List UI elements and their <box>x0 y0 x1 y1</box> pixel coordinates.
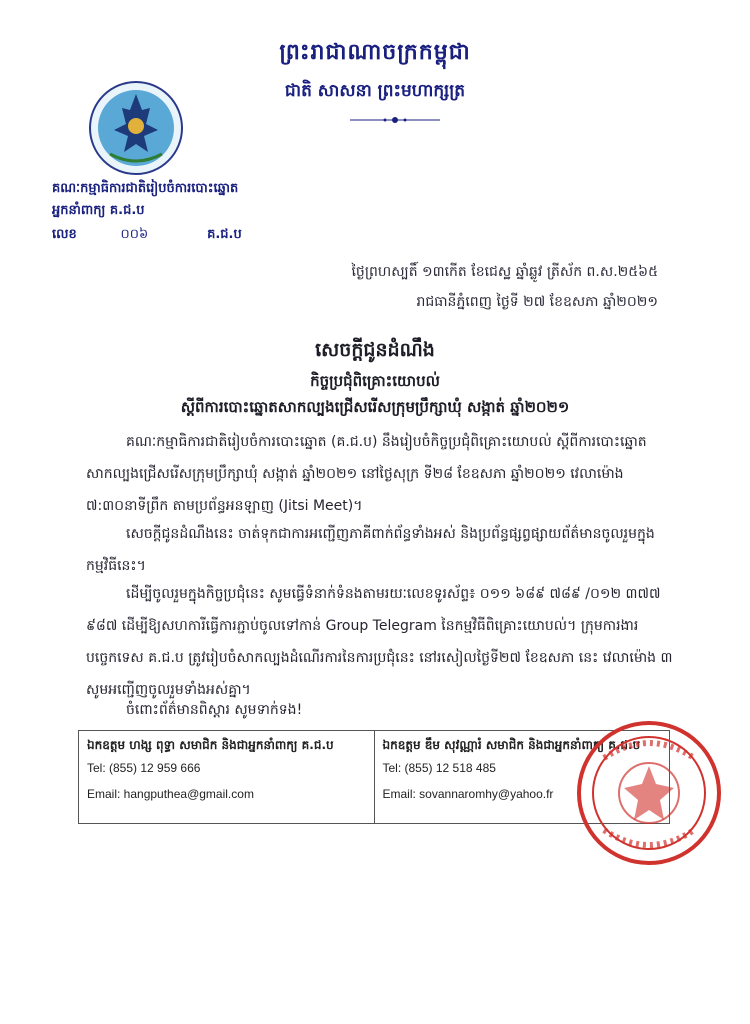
solar-date: រាជធានីភ្នំពេញ ថ្ងៃទី ២៧ ខែឧសភា ឆ្នាំ២០២១ <box>416 294 658 310</box>
organization-name: គណៈកម្មាធិការជាតិរៀបចំការបោះឆ្នោត <box>52 181 239 196</box>
notice-subject: ស្តីពីការបោះឆ្នោតសាកល្បងជ្រើសរើសក្រុមប្រឹក្សាឃុំ សង្កាត់ ឆ្នាំ២០២១ <box>180 398 570 416</box>
contact-card <box>79 731 374 823</box>
contact-email: Email: sovannaromhy@yahoo.fr <box>382 787 554 801</box>
contact-name: ឯកឧត្តម ឌឹម សុវណ្ណារំ សមាជិក និងជាអ្នកនាំពាក្យ គ.ជ.ប <box>382 738 641 752</box>
reference-number-line <box>52 226 242 245</box>
contact-phone: Tel: (855) 12 518 485 <box>382 761 496 775</box>
body-paragraph-3: ដើម្បីចូលរួមក្នុងកិច្ចប្រជុំនេះ សូមធ្វើទំនាក់ទំនងតាមរយៈលេខទូរស័ព្ទ៖ ០១១ ៦៨៩ ៧៨៩ /០១២ ៣៧៧ ៩៨៧ ដើម្បីឱ្យសហការីធ្វើការភ្ជាប់ចូលទៅកាន់ Group Telegram នៃកម្មវិធីពិគ្រោះយោបល់។ ក្រុមការងារបច្ចេកទេស គ.ជ.ប ត្រូវរៀបចំសាកល្បងដំណើរការនៃការប្រជុំនេះ នៅរសៀលថ្ងៃទី២៧ ខែឧសភា នេះ វេលាម៉ោង ៣ សូមអញ្ជើញចូលរួមទាំងអស់គ្នា។ <box>86 586 673 698</box>
reference-suffix: គ.ជ.ប <box>207 227 242 242</box>
official-seal-icon <box>574 718 724 868</box>
body-paragraph-4: ចំពោះព័ត៌មានពិស្តារ សូមទាក់ទង! <box>126 702 303 718</box>
lunar-date: ថ្ងៃព្រហស្បតិ៍ ១៣កើត ខែជេស្ឋ ឆ្នាំឆ្លូវ ត្រីស័ក ព.ស.២៥៦៥ <box>351 264 658 280</box>
contact-phone: Tel: (855) 12 959 666 <box>87 761 201 775</box>
notice-subtitle: កិច្ចប្រជុំពិគ្រោះយោបល់ <box>310 372 440 390</box>
body-paragraph-2: សេចក្តីជូនដំណឹងនេះ ចាត់ទុកជាការអញ្ជើញភាគីពាក់ព័ន្ធទាំងអស់ និងប្រព័ន្ធផ្សព្វផ្សាយព័ត៌មានចូលរួមក្នុងកម្មវិធីនេះ។ <box>86 526 655 574</box>
nec-emblem-icon <box>88 80 184 176</box>
kingdom-title: ព្រះរាជាណាចក្រកម្ពុជា <box>279 40 471 65</box>
contact-email: Email: hangputhea@gmail.com <box>87 787 254 801</box>
notice-title: សេចក្តីជូនដំណឹង <box>315 339 435 361</box>
national-motto: ជាតិ សាសនា ព្រះមហាក្សត្រ <box>284 81 466 101</box>
contact-name: ឯកឧត្តម ហង្ស ពុទ្ធា សមាជិក និងជាអ្នកនាំពាក្យ គ.ជ.ប <box>87 738 334 752</box>
reference-number: ០០៦ <box>120 227 149 242</box>
body-paragraph-1: គណៈកម្មាធិការជាតិរៀបចំការបោះឆ្នោត (គ.ជ.ប) នឹងរៀបចំកិច្ចប្រជុំពិគ្រោះយោបល់ ស្តីពីការបោះឆ្នោតសាកល្បងជ្រើសរើសក្រុមប្រឹក្សាឃុំ សង្កាត់ ឆ្នាំ២០២១ នៅថ្ងៃសុក្រ ទី២៨ ខែឧសភា ឆ្នាំ២០២១ វេលាម៉ោង ៧:៣០នាទីព្រឹក តាមប្រព័ន្ធអនឡាញ (Jitsi Meet)។ <box>86 434 647 514</box>
ornament-divider-icon <box>350 114 440 126</box>
organization-department: អ្នកនាំពាក្យ គ.ជ.ប <box>52 203 145 218</box>
reference-label: លេខ <box>52 227 77 242</box>
